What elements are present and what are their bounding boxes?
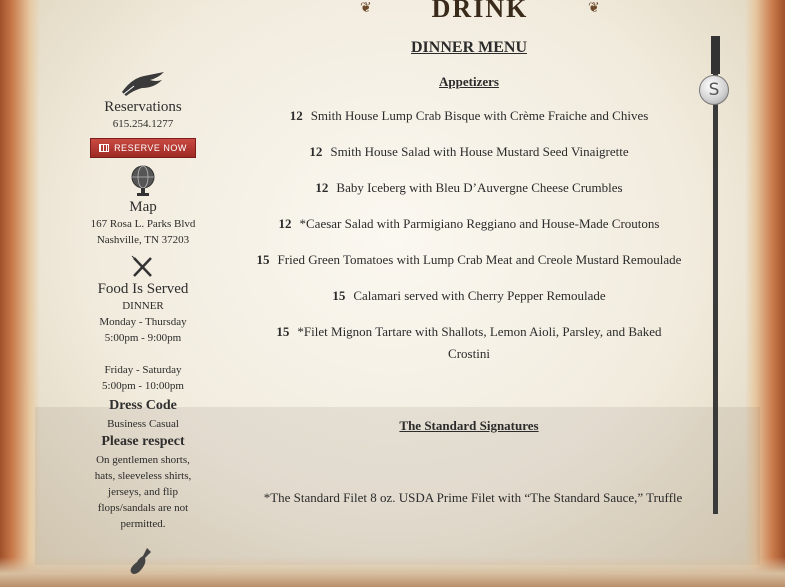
address-line-1: 167 Rosa L. Parks Blvd [90, 218, 196, 230]
page-title: DRINK [431, 0, 529, 23]
address-line-2: Nashville, TN 37203 [96, 234, 190, 246]
item-price: 12 [309, 144, 323, 159]
sidebar [80, 68, 206, 576]
menu-item [232, 487, 706, 509]
spacer [80, 346, 206, 362]
item-name: Baby Iceberg with Bleu D’Auvergne Cheese Crumbles [336, 180, 623, 195]
menu-item [232, 105, 706, 127]
item-price: 12 [289, 108, 303, 123]
dress-code-text: On gentlemen shorts, hats, sleeveless shirts, jerseys, and flip flops/sandals are not permitted. [94, 454, 192, 530]
section-title-appetizers: Appetizers [439, 74, 499, 89]
item-price: 12 [278, 216, 292, 231]
scrollbar-knob[interactable]: S [699, 75, 729, 105]
section-title-signatures: The Standard Signatures [399, 418, 539, 433]
quill-hand-icon [118, 68, 168, 98]
weekend-days: Friday - Saturday [104, 364, 182, 376]
menu-item [232, 141, 706, 163]
map-heading[interactable]: Map [129, 199, 157, 215]
reservations-heading: Reservations [104, 99, 182, 115]
reserve-now-label: RESERVE NOW [114, 143, 187, 153]
weekend-hours: 5:00pm - 10:00pm [102, 380, 184, 392]
calendar-icon [99, 144, 109, 152]
item-price: 15 [256, 252, 270, 267]
fork-knife-icon [129, 254, 157, 280]
menu-item [232, 285, 706, 307]
item-price: 15 [276, 324, 290, 339]
item-name: Calamari served with Cherry Pepper Remoulade [353, 288, 606, 303]
dress-code-type: Business Casual [107, 418, 179, 430]
phone-number[interactable]: 615.254.1277 [112, 118, 174, 130]
item-price: 12 [315, 180, 329, 195]
item-name: *Caesar Salad with Parmigiano Reggiano and House-Made Croutons [299, 216, 660, 231]
weekday-days: Monday - Thursday [99, 316, 187, 328]
please-respect: Please respect [101, 434, 185, 449]
item-price: 15 [332, 288, 346, 303]
globe-icon [128, 164, 158, 198]
item-name: *The Standard Filet 8 oz. USDA Prime Filet with “The Standard Sauce,” Truffle [263, 490, 683, 505]
reserve-now-button[interactable] [90, 138, 196, 158]
item-name: Smith House Lump Crab Bisque with Crème Fraiche and Chives [310, 108, 649, 123]
item-name: *Filet Mignon Tartare with Shallots, Lemon Aioli, Parsley, and Baked Crostini [297, 324, 662, 361]
food-served-heading: Food Is Served [97, 281, 189, 297]
bottle-icon [125, 546, 161, 576]
item-name: Fried Green Tomatoes with Lump Crab Meat and Creole Mustard Remoulade [277, 252, 682, 267]
right-flourish-icon: ❦ [588, 1, 600, 16]
left-flourish-icon: ❦ [360, 1, 372, 16]
menu-item [232, 177, 706, 199]
item-name: Smith House Salad with House Mustard Seed Vinaigrette [330, 144, 629, 159]
scrollbar-track[interactable] [713, 36, 718, 514]
meal-label: DINNER [122, 300, 164, 312]
menu-title: DINNER MENU [411, 39, 527, 56]
menu-item [232, 213, 706, 235]
menu-item [232, 321, 706, 365]
menu-item [232, 249, 706, 271]
dress-code-heading: Dress Code [109, 398, 177, 413]
menu-content [232, 34, 706, 514]
scrollbar-thumb[interactable] [711, 36, 720, 74]
weekday-hours: 5:00pm - 9:00pm [104, 332, 182, 344]
